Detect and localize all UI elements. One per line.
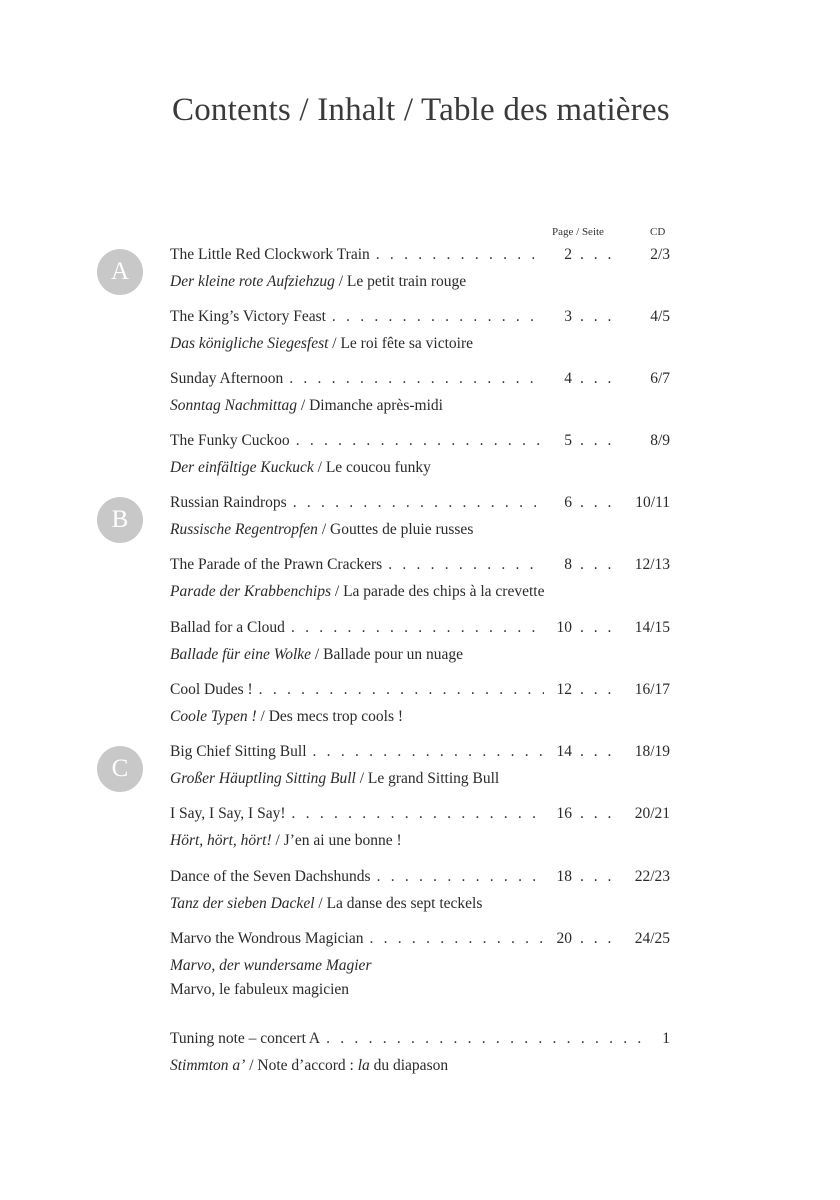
dot-leader (326, 1030, 648, 1048)
toc-entry[interactable] (170, 868, 670, 916)
entry-title-fr: / La danse des sept teckels (314, 895, 483, 912)
entry-title: Cool Dudes ! (170, 681, 253, 698)
entry-cd: 20/21 (634, 805, 670, 822)
tuning-title-fr-end: du diapason (369, 1057, 449, 1074)
dot-leader (332, 308, 544, 326)
entry-page: 5 (564, 432, 572, 449)
entry-cd: 18/19 (634, 743, 670, 760)
entry-title-fr: / J’en ai une bonne ! (271, 832, 402, 849)
section-badge-a: A (97, 249, 143, 295)
entry-title: The King’s Victory Feast (170, 308, 326, 325)
entry-title-fr: / La parade des chips à la crevette (331, 583, 545, 600)
entry-page: 3 (564, 308, 572, 325)
entry-title: Big Chief Sitting Bull (170, 743, 307, 760)
entry-cd: 8/9 (650, 432, 670, 449)
dot-leader (377, 868, 544, 886)
entry-title-de: Hört, hört, hört! (170, 832, 272, 849)
dot-leader (296, 432, 544, 450)
tuning-note-entry[interactable] (170, 1030, 670, 1078)
entry-title-fr: Marvo, le fabuleux magicien (170, 981, 350, 998)
entry-title: The Funky Cuckoo (170, 432, 290, 449)
entry-title-fr: / Le coucou funky (313, 459, 431, 476)
dot-leader (580, 681, 616, 699)
entry-title-de: Ballade für eine Wolke (170, 646, 312, 663)
entry-title-de: Großer Häuptling Sitting Bull (170, 770, 356, 787)
entry-title: Sunday Afternoon (170, 370, 284, 387)
entry-cd: 2/3 (650, 246, 670, 263)
dot-leader (259, 681, 544, 699)
entry-title-de: Das königliche Siegesfest (170, 335, 329, 352)
tuning-title-fr: / Note d’accord : (245, 1057, 358, 1074)
entry-title-fr: / Le grand Sitting Bull (355, 770, 500, 787)
toc-entry[interactable] (170, 246, 670, 294)
entry-title-fr: / Gouttes de pluie russes (317, 521, 474, 538)
toc-entry[interactable] (170, 494, 670, 542)
entry-title-de: Der einfältige Kuckuck (170, 459, 314, 476)
entry-title: Marvo the Wondrous Magician (170, 930, 364, 947)
entry-cd: 22/23 (634, 868, 670, 885)
entry-title-de: Sonntag Nachmittag (170, 397, 298, 414)
dot-leader (580, 370, 616, 388)
dot-leader (580, 432, 616, 450)
entry-title-fr: / Le petit train rouge (334, 273, 467, 290)
entry-page: 12 (556, 681, 572, 698)
dot-leader (293, 494, 544, 512)
entry-page: 6 (564, 494, 572, 511)
dot-leader (291, 619, 544, 637)
entry-page: 8 (564, 556, 572, 573)
page-title: Contents / Inhalt / Table des matières (172, 92, 670, 128)
entry-cd: 12/13 (634, 556, 670, 573)
entry-title-fr: / Des mecs trop cools ! (256, 708, 404, 725)
tuning-note-name: la (357, 1057, 370, 1074)
dot-leader (580, 805, 616, 823)
entry-page: 4 (564, 370, 572, 387)
toc-entry[interactable] (170, 930, 670, 1002)
dot-leader (580, 308, 616, 326)
dot-leader (313, 743, 544, 761)
entry-page: 14 (556, 743, 572, 760)
entry-cd: 4/5 (650, 308, 670, 325)
entry-title-fr: / Le roi fête sa victoire (328, 335, 474, 352)
toc-entry[interactable] (170, 556, 670, 604)
toc-entry[interactable] (170, 619, 670, 667)
page-column-header: Page / Seite (552, 226, 604, 238)
entry-title-fr: / Ballade pour un nuage (311, 646, 463, 663)
toc-entry[interactable] (170, 432, 670, 480)
entry-title-de: Marvo, der wundersame Magier (170, 957, 372, 974)
toc-entry[interactable] (170, 308, 670, 356)
toc-entry[interactable] (170, 805, 670, 853)
dot-leader (580, 494, 616, 512)
entry-cd: 14/15 (634, 619, 670, 636)
entry-title-fr: / Dimanche après-midi (297, 397, 443, 414)
section-badge-b: B (97, 497, 143, 543)
entry-cd: 10/11 (635, 494, 670, 511)
dot-leader (376, 246, 544, 264)
entry-title: The Little Red Clockwork Train (170, 246, 370, 263)
toc-entry[interactable] (170, 681, 670, 729)
entry-title-de: Der kleine rote Aufziehzug (170, 273, 335, 290)
entry-page: 18 (556, 868, 572, 885)
entry-cd: 6/7 (650, 370, 670, 387)
entry-title-de: Coole Typen ! (170, 708, 257, 725)
dot-leader (292, 805, 544, 823)
entry-page: 10 (556, 619, 572, 636)
toc-entry[interactable] (170, 370, 670, 418)
entry-title-de: Russische Regentropfen (170, 521, 318, 538)
entry-page: 2 (564, 246, 572, 263)
dot-leader (580, 619, 616, 637)
tuning-title: Tuning note – concert A (170, 1030, 321, 1047)
entry-page: 20 (556, 930, 572, 947)
entry-cd: 16/17 (634, 681, 670, 698)
entry-title: Dance of the Seven Dachshunds (170, 868, 371, 885)
entry-title: I Say, I Say, I Say! (170, 805, 286, 822)
toc-entry[interactable] (170, 743, 670, 791)
entry-title-de: Tanz der sieben Dackel (170, 895, 315, 912)
dot-leader (580, 556, 616, 574)
dot-leader (388, 556, 544, 574)
tuning-title-de: Stimmton a’ (170, 1057, 246, 1074)
entry-title: Ballad for a Cloud (170, 619, 285, 636)
section-badge-c: C (97, 746, 143, 792)
cd-column-header: CD (650, 226, 666, 238)
dot-leader (580, 743, 616, 761)
tuning-cd: 1 (662, 1030, 670, 1047)
entry-title: Russian Raindrops (170, 494, 287, 511)
dot-leader (580, 246, 616, 264)
entry-page: 16 (556, 805, 572, 822)
dot-leader (580, 868, 616, 886)
entry-title-de: Parade der Krabbenchips (170, 583, 332, 600)
dot-leader (369, 930, 544, 948)
entry-cd: 24/25 (634, 930, 670, 947)
entry-title: The Parade of the Prawn Crackers (170, 556, 383, 573)
dot-leader (289, 370, 544, 388)
dot-leader (580, 930, 616, 948)
